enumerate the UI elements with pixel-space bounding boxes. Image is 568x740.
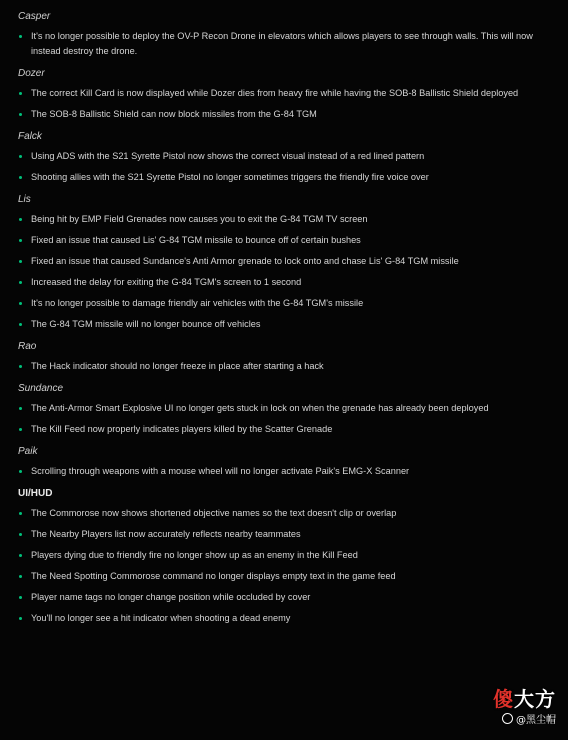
bullet-icon: [19, 554, 22, 557]
section-heading: Dozer: [18, 68, 45, 79]
list-item: [0, 506, 568, 521]
list-item-text: Shooting allies with the S21 Syrette Pistol no longer sometimes triggers the friendly fire voice over: [31, 172, 429, 182]
watermark: [493, 688, 556, 726]
watermark-user: [502, 711, 556, 726]
list-item: [0, 86, 568, 101]
bullet-icon: [19, 113, 22, 116]
section-casper: [0, 8, 568, 59]
section-heading: Casper: [18, 11, 51, 22]
patch-notes-sections: [0, 8, 568, 626]
list-item-text: The SOB-8 Ballistic Shield can now block missiles from the G-84 TGM: [31, 109, 317, 119]
list-item: [0, 254, 568, 269]
list-item-text: Fixed an issue that caused Lis' G-84 TGM missile to bounce off of certain bushes: [31, 235, 361, 245]
section-ui-hud: [0, 485, 568, 626]
section-rao: [0, 338, 568, 374]
bullet-list: [0, 359, 568, 374]
list-item-text: Players dying due to friendly fire no longer show up as an enemy in the Kill Feed: [31, 550, 358, 560]
list-item: [0, 569, 568, 584]
bullet-icon: [19, 512, 22, 515]
list-item-text: You'll no longer see a hit indicator when shooting a dead enemy: [31, 613, 291, 623]
list-item: [0, 170, 568, 185]
section-heading: Rao: [18, 341, 37, 352]
list-item-text: Player name tags no longer change position while occluded by cover: [31, 592, 311, 602]
section-heading: Lis: [18, 194, 31, 205]
bullet-icon: [19, 302, 22, 305]
list-item: [0, 233, 568, 248]
section-sundance: [0, 380, 568, 437]
bullet-icon: [19, 596, 22, 599]
list-item: [0, 296, 568, 311]
list-item-text: The Anti-Armor Smart Explosive UI no longer gets stuck in lock on when the grenade has already been deployed: [31, 403, 489, 413]
bullet-list: [0, 506, 568, 626]
bullet-icon: [19, 470, 22, 473]
list-item: [0, 611, 568, 626]
section-heading: Paik: [18, 446, 38, 457]
list-item-text: The Need Spotting Commorose command no longer displays empty text in the game feed: [31, 571, 396, 581]
watermark-logo-text: 大方: [514, 687, 556, 711]
bullet-list: [0, 464, 568, 479]
watermark-logo-accent: 傻: [493, 687, 514, 711]
list-item: [0, 401, 568, 416]
list-item: [0, 275, 568, 290]
list-item-text: It's no longer possible to damage friendly air vehicles with the G-84 TGM's missile: [31, 298, 364, 308]
list-item: [0, 464, 568, 479]
section-heading: UI/HUD: [18, 488, 53, 499]
list-item-text: The Kill Feed now properly indicates players killed by the Scatter Grenade: [31, 424, 333, 434]
section-paik: [0, 443, 568, 479]
list-item: [0, 212, 568, 227]
list-item: [0, 590, 568, 605]
list-item: [0, 359, 568, 374]
list-item-text: The G-84 TGM missile will no longer bounce off vehicles: [31, 319, 261, 329]
section-lis: [0, 191, 568, 332]
bullet-icon: [19, 176, 22, 179]
list-item: [0, 29, 568, 59]
list-item-text: Using ADS with the S21 Syrette Pistol now shows the correct visual instead of a red lined pattern: [31, 151, 425, 161]
list-item: [0, 422, 568, 437]
list-item-text: Increased the delay for exiting the G-84 TGM's screen to 1 second: [31, 277, 302, 287]
bullet-list: [0, 212, 568, 332]
bullet-icon: [19, 92, 22, 95]
bullet-icon: [19, 575, 22, 578]
list-item-text: Being hit by EMP Field Grenades now causes you to exit the G-84 TGM TV screen: [31, 214, 368, 224]
bullet-icon: [19, 323, 22, 326]
bullet-icon: [19, 617, 22, 620]
bullet-icon: [19, 407, 22, 410]
bullet-icon: [19, 365, 22, 368]
bullet-icon: [19, 239, 22, 242]
list-item-text: It's no longer possible to deploy the OV-P Recon Drone in elevators which allows players to see through walls. This will now instead destroy the drone.: [31, 31, 533, 56]
list-item-text: The Commorose now shows shortened objective names so the text doesn't clip or overlap: [31, 508, 397, 518]
list-item-text: Scrolling through weapons with a mouse wheel will no longer activate Paik's EMG-X Scanner: [31, 466, 410, 476]
section-dozer: [0, 65, 568, 122]
bullet-icon: [19, 155, 22, 158]
bullet-icon: [19, 260, 22, 263]
section-falck: [0, 128, 568, 185]
section-heading: Sundance: [18, 383, 64, 394]
bullet-icon: [19, 533, 22, 536]
watermark-user-name: @黑尘帽: [516, 715, 556, 726]
bullet-list: [0, 29, 568, 59]
bullet-list: [0, 401, 568, 437]
list-item-text: The Nearby Players list now accurately reflects nearby teammates: [31, 529, 301, 539]
section-heading: Falck: [18, 131, 42, 142]
bullet-list: [0, 149, 568, 185]
list-item: [0, 548, 568, 563]
list-item: [0, 527, 568, 542]
list-item-text: Fixed an issue that caused Sundance's Anti Armor grenade to lock onto and chase Lis' G-84 TGM missile: [31, 256, 459, 266]
bullet-icon: [19, 428, 22, 431]
list-item: [0, 107, 568, 122]
bullet-icon: [19, 35, 22, 38]
bullet-list: [0, 86, 568, 122]
list-item: [0, 317, 568, 332]
bullet-icon: [19, 281, 22, 284]
bullet-icon: [19, 218, 22, 221]
list-item: [0, 149, 568, 164]
list-item-text: The Hack indicator should no longer freeze in place after starting a hack: [31, 361, 324, 371]
watermark-logo: [493, 688, 556, 710]
user-icon: [502, 713, 513, 724]
list-item-text: The correct Kill Card is now displayed while Dozer dies from heavy fire while having the SOB-8 Ballistic Shield deployed: [31, 88, 519, 98]
